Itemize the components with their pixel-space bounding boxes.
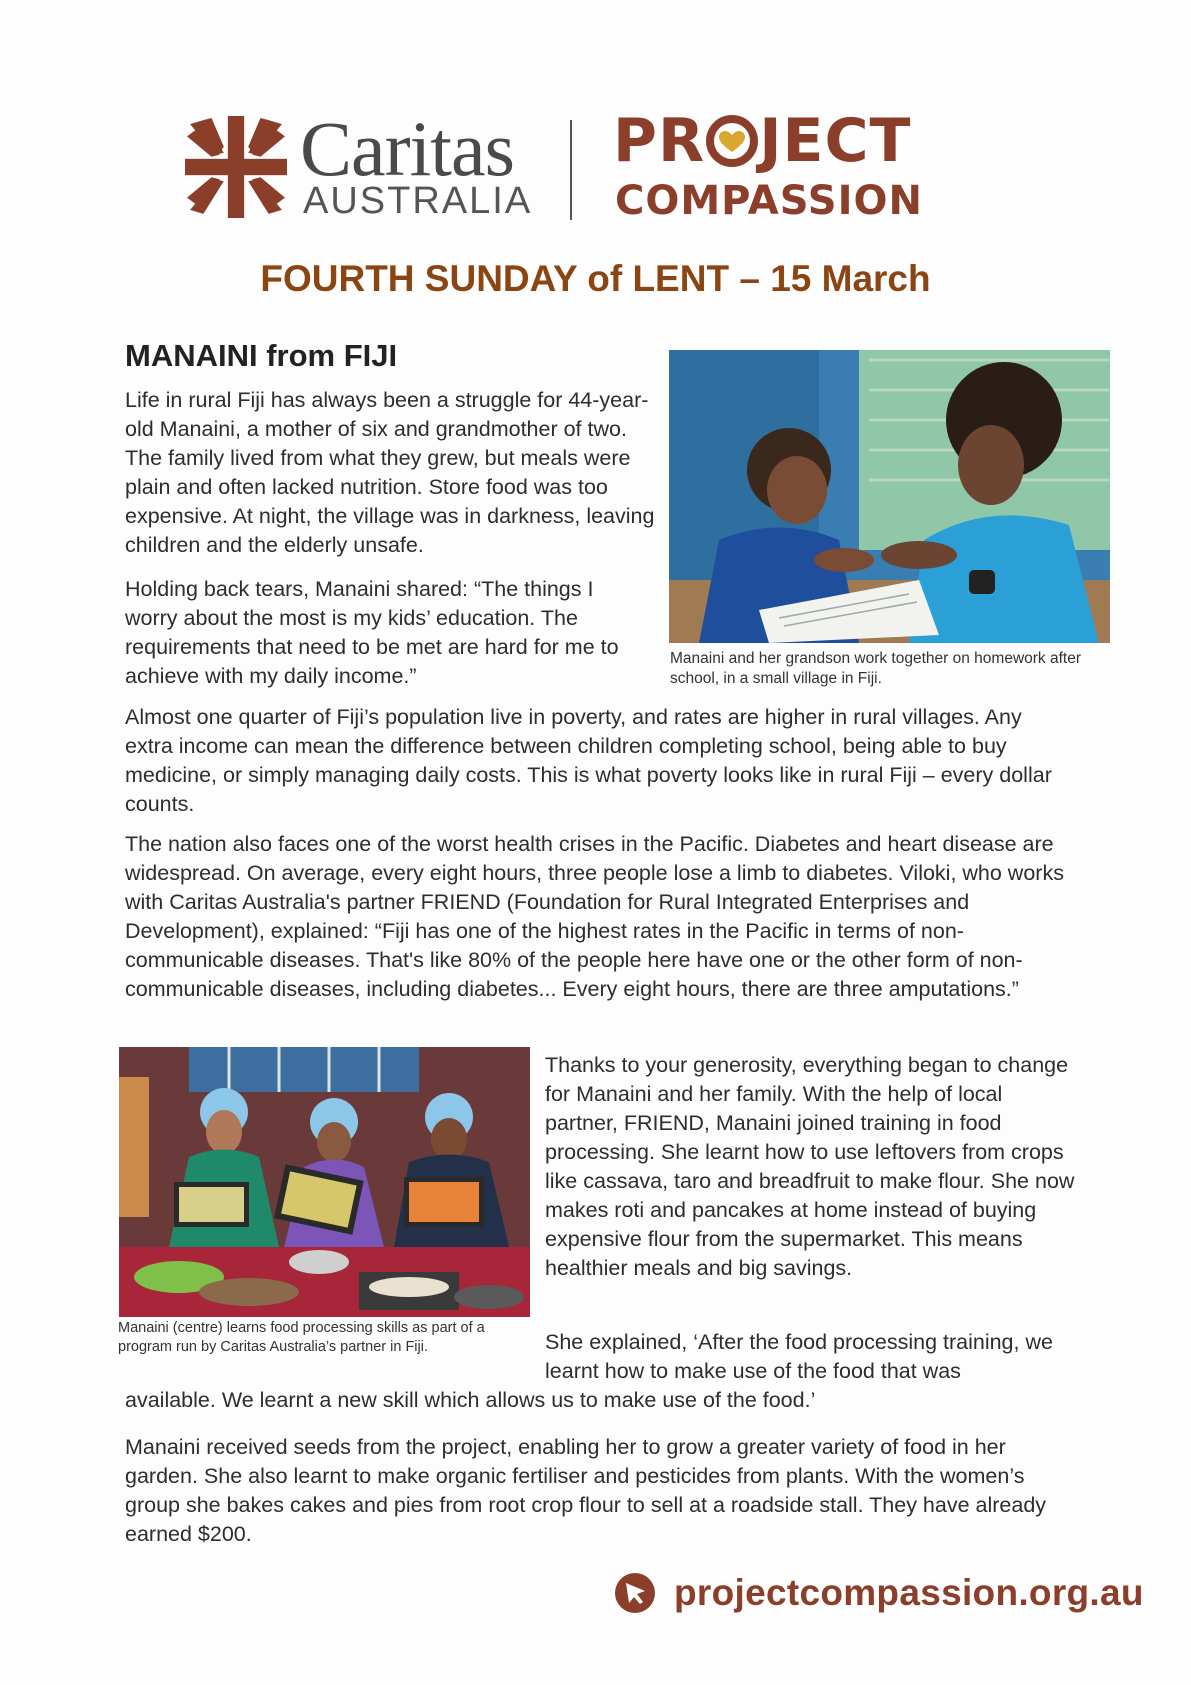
caritas-cross-icon (185, 116, 287, 218)
paragraph-explained-part1: She explained, ‘After the food processing training, we learnt how to make use of the food that was (545, 1330, 1053, 1383)
photo-homework (669, 350, 1110, 643)
paragraph-seeds: Manaini received seeds from the project, enabling her to grow a greater variety of food in her garden. She also learnt to make organic fertiliser and pesticides from plants. With the women’s group she bakes cakes and pies from root crop flour to sell at a roadside stall. They have already earned $200. (125, 1435, 1047, 1546)
caritas-australia-logo (185, 105, 533, 224)
compassion-wordmark: COMPASSION (615, 178, 923, 224)
website-link[interactable] (614, 1572, 1144, 1614)
project-compassion-logo (613, 106, 953, 224)
homework-illustration (669, 350, 1110, 643)
cursor-pointer-icon (614, 1572, 656, 1614)
project-wordmark (613, 106, 911, 176)
heart-o-icon (706, 115, 758, 167)
paragraph-quote: Holding back tears, Manaini shared: “The things I worry about the most is my kids’ education. The requirements that need to be met are hard for me to achieve with my daily income.” (125, 577, 619, 688)
lent-heading: FOURTH SUNDAY of LENT – 15 March (260, 258, 931, 299)
caritas-subtitle: AUSTRALIA (303, 180, 533, 222)
photo-food-processing-caption: Manaini (centre) learns food processing skills as part of a program run by Caritas Australia’s partner in Fiji. (118, 1320, 485, 1355)
photo-homework-caption: Manaini and her grandson work together on homework after school, in a small village in Fiji. (670, 650, 1081, 687)
paragraph-intro: Life in rural Fiji has always been a struggle for 44-year-old Manaini, a mother of six and grandmother of two. The family lived from what they grew, but meals were plain and often lacked nutrition. Store food was too expensive. At night, the village was in darkness, leaving children and the elderly unsafe. (125, 388, 655, 557)
food-processing-illustration (119, 1047, 530, 1317)
story-title: MANAINI from FIJI (125, 338, 398, 373)
project-wordmark-left: PR (613, 106, 706, 176)
paragraph-generosity: Thanks to your generosity, everything began to change for Manaini and her family. With the help of local partner, FRIEND, Manaini joined training in food processing. She learnt how to use leftovers from crops like cassava, taro and breadfruit to make flour. She now makes roti and pancakes at home instead of buying expensive flour from the supermarket. This means healthier meals and big savings. (545, 1053, 1075, 1280)
paragraph-health: The nation also faces one of the worst health crises in the Pacific. Diabetes and heart disease are widespread. On average, every eight hours, three people lose a limb to diabetes. Viloki, who works with Caritas Australia's partner FRIEND (Foundation for Rural Integrated Enterprises and Development), explained: “Fiji has one of the highest rates in the Pacific in terms of non-communicable diseases. That's like 80% of the people here have one or the other form of non-communicable diseases, including diabetes... Every eight hours, there are three amputations.” (125, 832, 1064, 1001)
photo-food-processing (119, 1047, 530, 1317)
website-url[interactable]: projectcompassion.org.au (674, 1572, 1144, 1613)
paragraph-explained-part2: available. We learnt a new skill which allows us to make use of the food.’ (125, 1388, 816, 1412)
paragraph-poverty: Almost one quarter of Fiji’s population live in poverty, and rates are higher in rural villages. Any extra income can mean the difference between children completing school, being able to buy medicine, or simply managing daily costs. This is what poverty looks like in rural Fiji – every dollar counts. (125, 705, 1052, 816)
caritas-wordmark: Caritas (300, 105, 514, 192)
logo-divider (570, 120, 572, 220)
project-wordmark-right: JECT (759, 106, 912, 176)
